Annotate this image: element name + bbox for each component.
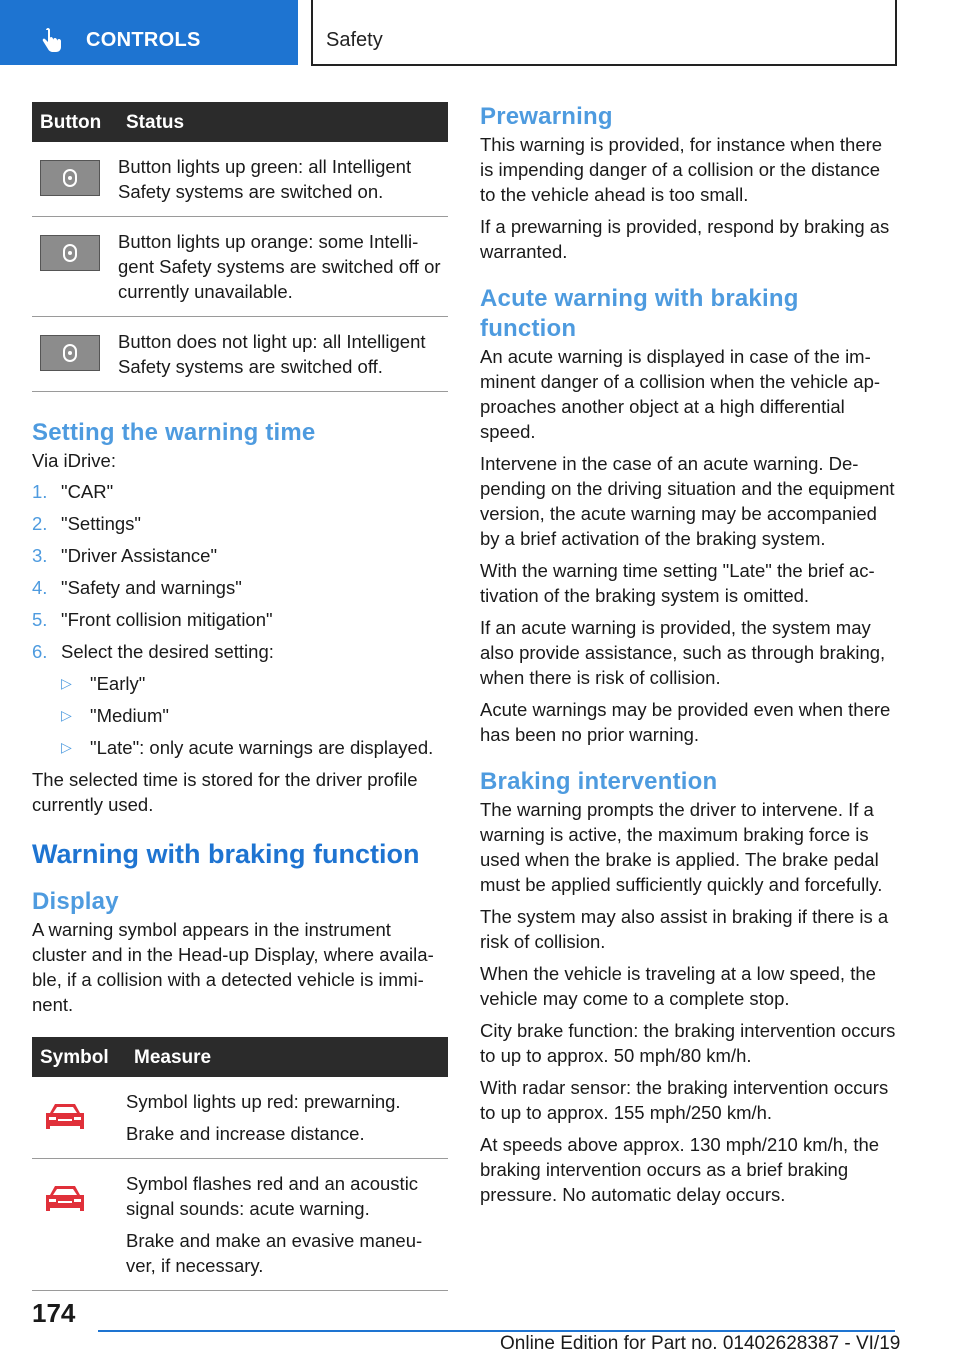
car-warning-icon (40, 1099, 90, 1135)
section-label: Safety (326, 29, 383, 51)
left-column (32, 102, 448, 1291)
display-heading: Display (32, 888, 119, 915)
list-item: 1. "CAR" (32, 481, 114, 502)
table-header-measure: Measure (126, 1037, 448, 1077)
intelligent-safety-button-icon (40, 160, 100, 196)
table-row (32, 317, 448, 392)
option-item: ▷ "Early" (61, 673, 146, 694)
options-list (61, 671, 448, 760)
table-cell-status: Button does not light up: all Intelligent Safety systems are switched off. (118, 317, 448, 392)
prewarning-paragraph: If a prewarning is provided, respond by braking as warranted. (480, 216, 890, 262)
section-header (311, 0, 897, 66)
intervention-paragraph: The warning prompts the driver to intervene. If a warning is active, the maximum braking force is used when the brake is applied. The brake pedal must be applied sufficiently quickly and forcefully. (480, 799, 883, 895)
list-item: 5. "Front collision mitigation" (32, 609, 273, 630)
measure-line: Symbol flashes red and an acoustic signal sounds: acute warning. (126, 1173, 419, 1219)
intelligent-safety-button-icon (40, 235, 100, 271)
edition-text: Online Edition for Part no. 01402628387 - VI/19 (500, 1333, 901, 1354)
table-row (32, 217, 448, 317)
chapter-label: CONTROLS (86, 29, 201, 51)
table-row (32, 1077, 448, 1159)
table-cell-status: Button lights up green: all Intelligent Safety systems are switched on. (118, 142, 448, 217)
display-text: A warning symbol appears in the instrument cluster and in the Head-up Display, where available, if a collision with a detected vehicle is imminent. (32, 919, 434, 1015)
prewarning-paragraph: This warning is provided, for instance when there is impending danger of a collision or the distance to the vehicle ahead is too small. (480, 134, 883, 205)
acute-paragraph: If an acute warning is provided, the system may also provide assistance, such as through braking, when there is risk of collision. (480, 617, 886, 688)
table-row (32, 1159, 448, 1291)
braking-intervention-heading: Braking intervention (480, 768, 718, 795)
table-header-status: Status (118, 102, 448, 142)
intervention-paragraph: With radar sensor: the braking intervention occurs to up to approx. 155 mph/250 km/h. (480, 1077, 889, 1123)
intelligent-safety-button-icon (40, 335, 100, 371)
table-header-symbol: Symbol (32, 1037, 126, 1077)
acute-paragraph: An acute warning is displayed in case of the imminent danger of a collision when the vehicle approaches another object at a high differential speed. (480, 346, 881, 442)
acute-paragraph: With the warning time setting "Late" the brief activation of the braking system is omitted. (480, 560, 875, 606)
acute-paragraph: Intervene in the case of an acute warning. Depending on the driving situation and the equipment version, the acute warning may be accompanied by a brief activation of the braking system. (480, 453, 895, 549)
triangle-bullet-icon: ▷ (61, 739, 72, 755)
car-warning-icon (40, 1181, 90, 1217)
table-header-button: Button (32, 102, 118, 142)
button-status-table (32, 102, 448, 392)
measure-line: Brake and increase distance. (126, 1123, 365, 1144)
chapter-tab[interactable] (0, 0, 298, 65)
triangle-bullet-icon: ▷ (61, 707, 72, 723)
list-item: 6. Select the desired setting: ▷ "Early" ▷ "Medium" ▷ "Late": only acute warnings are displayed. (32, 639, 448, 760)
measure-line: Brake and make an evasive maneuver, if necessary. (126, 1230, 423, 1276)
intervention-paragraph: At speeds above approx. 130 mph/210 km/h, the braking intervention occurs as a brief braking pressure. No automatic delay occurs. (480, 1134, 880, 1205)
table-cell-status: Button lights up orange: some Intelligent Safety systems are switched off or currently unavailable. (118, 217, 448, 317)
list-item: 4. "Safety and warnings" (32, 577, 242, 598)
option-item: ▷ "Late": only acute warnings are displayed. (61, 737, 434, 758)
measure-line: Symbol lights up red: prewarning. (126, 1091, 401, 1112)
symbol-measure-table (32, 1037, 448, 1291)
intervention-paragraph: The system may also assist in braking if there is a risk of collision. (480, 906, 889, 952)
acute-paragraph: Acute warnings may be provided even when there has been no prior warning. (480, 699, 891, 745)
hand-pointer-icon (40, 28, 64, 54)
list-item: 3. "Driver Assistance" (32, 545, 218, 566)
intervention-paragraph: When the vehicle is traveling at a low speed, the vehicle may come to a complete stop. (480, 963, 876, 1009)
steps-list (32, 479, 448, 760)
footer-divider (98, 1330, 895, 1332)
right-column (480, 102, 896, 1207)
table-row (32, 142, 448, 217)
intervention-paragraph: City brake function: the braking intervention occurs to up to approx. 50 mph/80 km/h. (480, 1020, 896, 1066)
braking-function-heading: Warning with braking function (32, 839, 420, 869)
prewarning-heading: Prewarning (480, 103, 613, 130)
warning-time-heading: Setting the warning time (32, 419, 316, 446)
warning-time-intro: Via iDrive: (32, 450, 116, 471)
option-item: ▷ "Medium" (61, 705, 169, 726)
acute-warning-heading: Acute warning with braking function (480, 285, 799, 342)
triangle-bullet-icon: ▷ (61, 675, 72, 691)
list-item: 2. "Settings" (32, 513, 141, 534)
page-number: 174 (32, 1298, 76, 1328)
warning-time-outro: The selected time is stored for the driver profile currently used. (32, 769, 418, 815)
